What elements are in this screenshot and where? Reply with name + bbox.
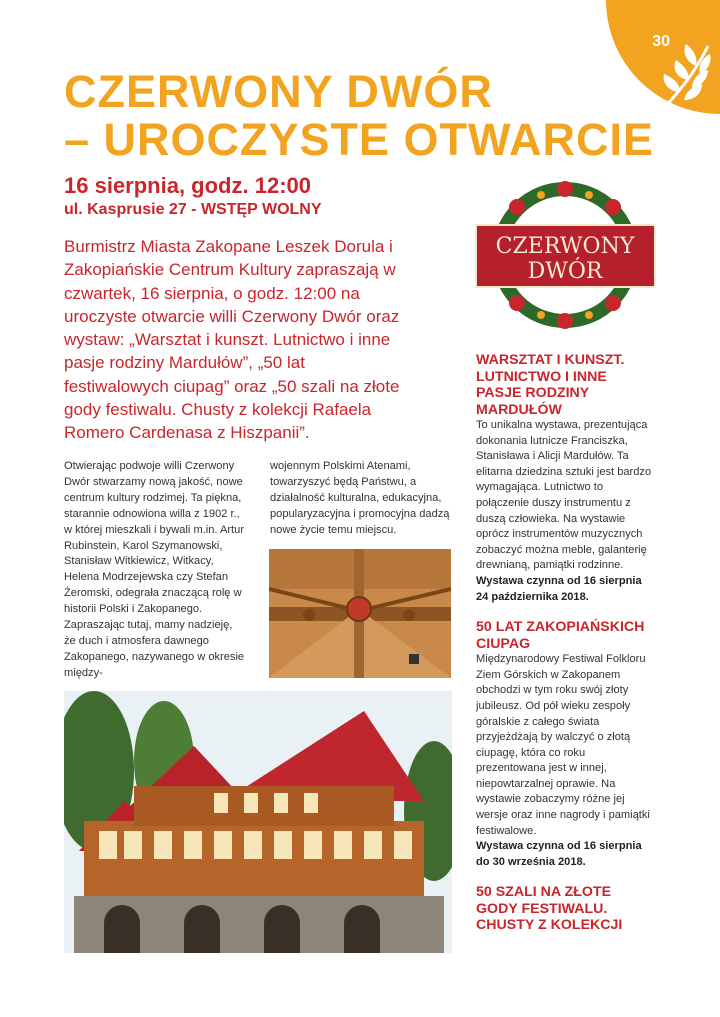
body-column-1: Otwierając podwoje willi Czerwony Dwór stwarzamy nową jakość, nowe centrum kultury rodzimej. Ta piękna, starannie odnowiona willa z 1902 r., w której mieszkali i bywali m.in. Artur Rubinstein, Karol Szymanowski, Stanisław Witkiewicz, Witkacy, Helena Modrzejewska czy Stefan Żeromski, odegrała znaczącą rolę w historii Polski i Zakopanego. Zapraszając tutaj, mamy nadzieję, że duch i atmosfera dawnego Zakopanego, nazywanego w okresie między- (64, 460, 245, 679)
exhibition-2-dates: Wystawa czynna od 16 sierpnia do 30 września 2018. (476, 840, 642, 868)
logo-line-1: CZERWONY (495, 234, 635, 259)
exhibition-3-title: 50 SZALI NA ZŁOTE GODY FESTIWALU. CHUSTY Z KOLEKCJI (476, 884, 623, 934)
page-number: 30 (652, 33, 670, 50)
czerwony-dwor-logo (473, 177, 658, 332)
wheat-icon (656, 40, 714, 110)
page-title (64, 68, 654, 164)
body-column-2: wojennym Polskimi Atenami, towarzyszyć będą Państwu, a działalność kulturalna, edukacyjna, popularyzacyjna i promocyjna dadzą nowe życie temu miejscu. (270, 460, 450, 536)
exhibition-1-text: To unikalna wystawa, prezentująca dokonania lutnicze Franciszka, Stanisława i Alicji Mardułów. Ta elitarna dziedzina sztuki jest bardzo wymagająca. Lutnictwo to połączenie duszy instrumentu z duszą człowieka. Na wystawie oprócz instrumentów muzycznych zobaczyć można meble, galanterię drewnianą, pamiątki rodzinne. (476, 419, 652, 572)
exhibition-1-title: WARSZTAT I KUNSZT. LUTNICTWO I INNE PASJE RODZINY MARDUŁÓW (476, 352, 625, 418)
event-address: ul. Kasprusie 27 - WSTĘP WOLNY (64, 201, 322, 218)
title-line-2: – UROCZYSTE OTWARCIE (64, 114, 655, 165)
exhibition-2-title: 50 LAT ZAKOPIAŃSKICH CIUPAG (476, 619, 645, 652)
title-line-1: CZERWONY DWÓR (64, 66, 493, 117)
sidebar (476, 352, 656, 934)
lead-paragraph: Burmistrz Miasta Zakopane Leszek Dorula i Zakopiańskie Centrum Kultury zapraszają w czwartek, 16 sierpnia, o godz. 12:00 na uroczyste otwarcie willi Czerwony Dwór oraz wystaw: „Warsztat i kunszt. Lutnictwo i inne pasje rodziny Mardułów”, „50 lat festiwalowych ciupag” oraz „50 szali na złote gody festiwalu. Chusty z kolekcji Rafaela Romero Cardenasa z Hiszpanii”. (64, 237, 400, 443)
exhibition-2-text: Międzynarodowy Festiwal Folkloru Ziem Górskich w Zakopanem obchodzi w tym roku swój złoty jubileusz. Od pół wieku zespoły góralskie z całego świata przyjeżdżają by walczyć o złotą ciupagę, która co roku prezentowana jest w innej, niepowtarzalnej oprawie. Na wystawie zobaczymy różne jej wersje oraz inne nagrody i pamiątki festiwalowe. (476, 653, 650, 837)
exhibition-1-dates: Wystawa czynna od 16 sierpnia 24 października 2018. (476, 574, 642, 603)
wooden-ceiling-photo (269, 549, 451, 678)
event-date: 16 sierpnia, godz. 12:00 (64, 173, 311, 198)
logo-line-2: DWÓR (527, 259, 603, 284)
villa-photo (64, 691, 452, 953)
